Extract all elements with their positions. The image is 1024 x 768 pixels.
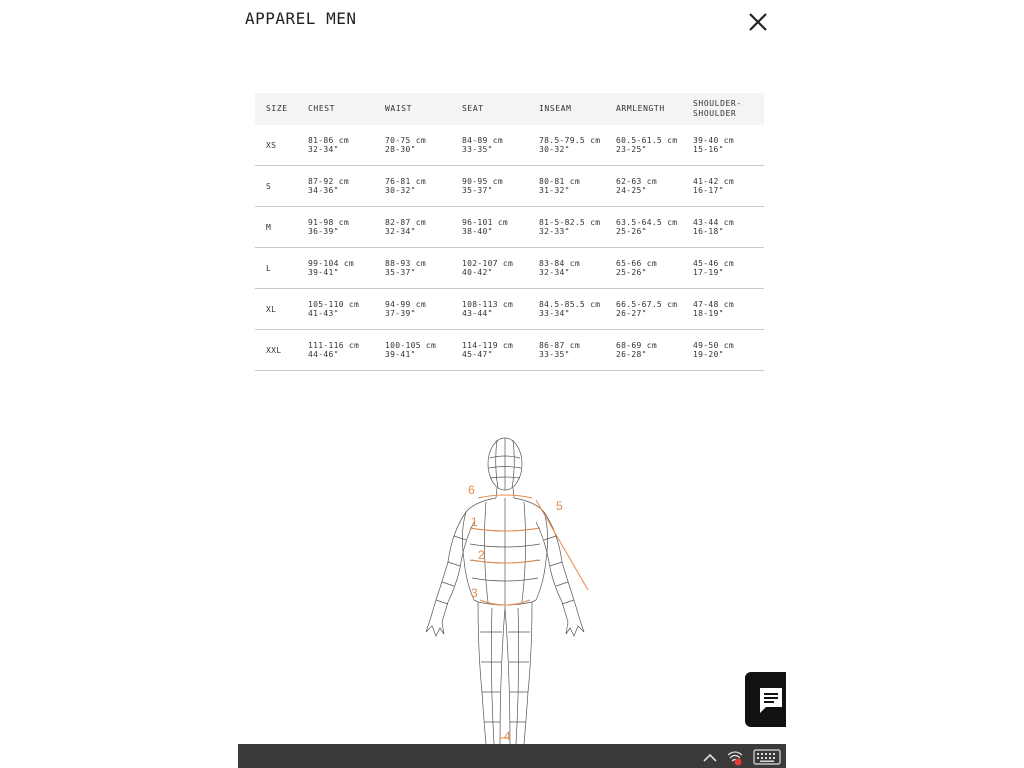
waist-cm: 76-81 cm <box>385 177 426 186</box>
seat-cm: 108-113 cm <box>462 300 514 309</box>
shoulder-cm: 45-46 cm <box>693 259 734 268</box>
waist-inch: 28-30" <box>385 145 416 154</box>
size-guide-modal <box>238 0 786 768</box>
chest-cell <box>297 248 374 289</box>
size-cell: M <box>255 207 297 248</box>
chest-cell <box>297 166 374 207</box>
inseam-inch: 33-35" <box>539 350 570 359</box>
inseam-cell <box>528 125 605 166</box>
chest-cm: 99-104 cm <box>308 259 355 268</box>
inseam-inch: 30-32" <box>539 145 570 154</box>
table-row <box>255 207 764 248</box>
shoulder-cm: 39-40 cm <box>693 136 734 145</box>
chest-cm: 91-98 cm <box>308 218 349 227</box>
seat-cm: 102-107 cm <box>462 259 514 268</box>
seat-cell <box>451 330 528 371</box>
chest-inch: 34-36" <box>308 186 339 195</box>
armlength-cell <box>605 166 682 207</box>
armlength-inch: 26-27" <box>616 309 647 318</box>
inseam-cell <box>528 207 605 248</box>
size-cell: XL <box>255 289 297 330</box>
chest-inch: 39-41" <box>308 268 339 277</box>
waist-inch: 30-32" <box>385 186 416 195</box>
system-taskbar <box>238 744 786 768</box>
waist-cell <box>374 330 451 371</box>
armlength-cell <box>605 207 682 248</box>
shoulder-cell <box>682 248 764 289</box>
shoulder-cm: 43-44 cm <box>693 218 734 227</box>
seat-cm: 84-89 cm <box>462 136 503 145</box>
size-cell: XS <box>255 125 297 166</box>
table-row <box>255 166 764 207</box>
inseam-cell <box>528 248 605 289</box>
chest-cell <box>297 330 374 371</box>
waist-inch: 37-39" <box>385 309 416 318</box>
body-measurement-figure <box>408 432 608 744</box>
waist-cell <box>374 125 451 166</box>
header-armlength: ARMLENGTH <box>616 104 665 113</box>
mannequin-diagram <box>408 432 608 744</box>
armlength-cell <box>605 330 682 371</box>
shoulder-cell <box>682 166 764 207</box>
waist-cm: 100-105 cm <box>385 341 437 350</box>
waist-cm: 70-75 cm <box>385 136 426 145</box>
waist-cell <box>374 289 451 330</box>
size-cell: L <box>255 248 297 289</box>
inseam-cm: 80-81 cm <box>539 177 580 186</box>
seat-inch: 33-35" <box>462 145 493 154</box>
armlength-cell <box>605 248 682 289</box>
table-row <box>255 248 764 289</box>
inseam-inch: 32-33" <box>539 227 570 236</box>
armlength-inch: 25-26" <box>616 268 647 277</box>
inseam-inch: 32-34" <box>539 268 570 277</box>
seat-cell <box>451 125 528 166</box>
inseam-cm: 83-84 cm <box>539 259 580 268</box>
armlength-cm: 66.5-67.5 cm <box>616 300 678 309</box>
size-cell: S <box>255 166 297 207</box>
armlength-inch: 23-25" <box>616 145 647 154</box>
armlength-cm: 60.5-61.5 cm <box>616 136 678 145</box>
chest-cell <box>297 207 374 248</box>
seat-inch: 38-40" <box>462 227 493 236</box>
shoulder-inch: 16-18" <box>693 227 724 236</box>
armlength-inch: 25-26" <box>616 227 647 236</box>
shoulder-cm: 47-48 cm <box>693 300 734 309</box>
keyboard-icon[interactable] <box>753 749 781 765</box>
chest-inch: 44-46" <box>308 350 339 359</box>
seat-inch: 45-47" <box>462 350 493 359</box>
waist-inch: 39-41" <box>385 350 416 359</box>
shoulder-cm: 49-50 cm <box>693 341 734 350</box>
seat-cm: 90-95 cm <box>462 177 503 186</box>
waist-cell <box>374 207 451 248</box>
waist-cell <box>374 166 451 207</box>
seat-inch: 35-37" <box>462 186 493 195</box>
waist-cm: 88-93 cm <box>385 259 426 268</box>
chest-cell <box>297 289 374 330</box>
armlength-cm: 65-66 cm <box>616 259 657 268</box>
shoulder-inch: 19-20" <box>693 350 724 359</box>
marker-1: 1 <box>471 515 478 529</box>
modal-title: APPAREL MEN <box>245 9 357 28</box>
header-chest: CHEST <box>308 104 336 113</box>
marker-3: 3 <box>471 586 478 600</box>
armlength-cell <box>605 125 682 166</box>
header-size: SIZE <box>266 104 288 113</box>
close-button[interactable] <box>746 10 770 34</box>
size-table-wrapper <box>255 93 764 371</box>
seat-cell <box>451 166 528 207</box>
header-waist: WAIST <box>385 104 413 113</box>
armlength-cell <box>605 289 682 330</box>
marker-5: 5 <box>556 499 563 513</box>
wifi-alert-icon[interactable] <box>726 748 744 766</box>
chat-message-icon <box>745 672 786 727</box>
inseam-cell <box>528 289 605 330</box>
shoulder-cell <box>682 207 764 248</box>
inseam-cm: 81-5-82.5 cm <box>539 218 601 227</box>
size-cell: XXL <box>255 330 297 371</box>
shoulder-cell <box>682 125 764 166</box>
inseam-cm: 86-87 cm <box>539 341 580 350</box>
seat-cm: 114-119 cm <box>462 341 514 350</box>
table-row <box>255 330 764 371</box>
header-inseam: INSEAM <box>539 104 572 113</box>
armlength-cm: 63.5-64.5 cm <box>616 218 678 227</box>
size-table <box>255 93 764 371</box>
shoulder-inch: 18-19" <box>693 309 724 318</box>
armlength-cm: 68-69 cm <box>616 341 657 350</box>
table-row <box>255 289 764 330</box>
inseam-cm: 78.5-79.5 cm <box>539 136 601 145</box>
chest-cell <box>297 125 374 166</box>
waist-inch: 35-37" <box>385 268 416 277</box>
waist-cell <box>374 248 451 289</box>
table-row <box>255 125 764 166</box>
inseam-cm: 84.5-85.5 cm <box>539 300 601 309</box>
seat-inch: 43-44" <box>462 309 493 318</box>
shoulder-cell <box>682 289 764 330</box>
seat-cm: 96-101 cm <box>462 218 509 227</box>
waist-cm: 94-99 cm <box>385 300 426 309</box>
shoulder-cm: 41-42 cm <box>693 177 734 186</box>
header-seat: SEAT <box>462 104 484 113</box>
marker-6: 6 <box>468 483 475 497</box>
armlength-inch: 26-28" <box>616 350 647 359</box>
marker-2: 2 <box>478 548 485 562</box>
chest-inch: 41-43" <box>308 309 339 318</box>
table-header-row <box>255 93 764 125</box>
close-icon <box>746 10 770 34</box>
chevron-up-icon[interactable] <box>702 751 718 763</box>
inseam-cell <box>528 330 605 371</box>
shoulder-inch: 16-17" <box>693 186 724 195</box>
armlength-cm: 62-63 cm <box>616 177 657 186</box>
size-table-body <box>255 125 764 371</box>
inseam-inch: 31-32" <box>539 186 570 195</box>
inseam-inch: 33-34" <box>539 309 570 318</box>
header-shoulder: SHOULDER- SHOULDER <box>693 99 742 118</box>
chest-cm: 111-116 cm <box>308 341 360 350</box>
chat-button[interactable] <box>745 672 786 727</box>
seat-cell <box>451 207 528 248</box>
seat-cell <box>451 248 528 289</box>
seat-inch: 40-42" <box>462 268 493 277</box>
shoulder-inch: 15-16" <box>693 145 724 154</box>
shoulder-cell <box>682 330 764 371</box>
chest-cm: 87-92 cm <box>308 177 349 186</box>
inseam-cell <box>528 166 605 207</box>
shoulder-inch: 17-19" <box>693 268 724 277</box>
waist-inch: 32-34" <box>385 227 416 236</box>
chest-cm: 105-110 cm <box>308 300 360 309</box>
armlength-inch: 24-25" <box>616 186 647 195</box>
chest-inch: 36-39" <box>308 227 339 236</box>
marker-4: 4 <box>504 729 511 743</box>
chest-cm: 81-86 cm <box>308 136 349 145</box>
seat-cell <box>451 289 528 330</box>
chest-inch: 32-34" <box>308 145 339 154</box>
waist-cm: 82-87 cm <box>385 218 426 227</box>
